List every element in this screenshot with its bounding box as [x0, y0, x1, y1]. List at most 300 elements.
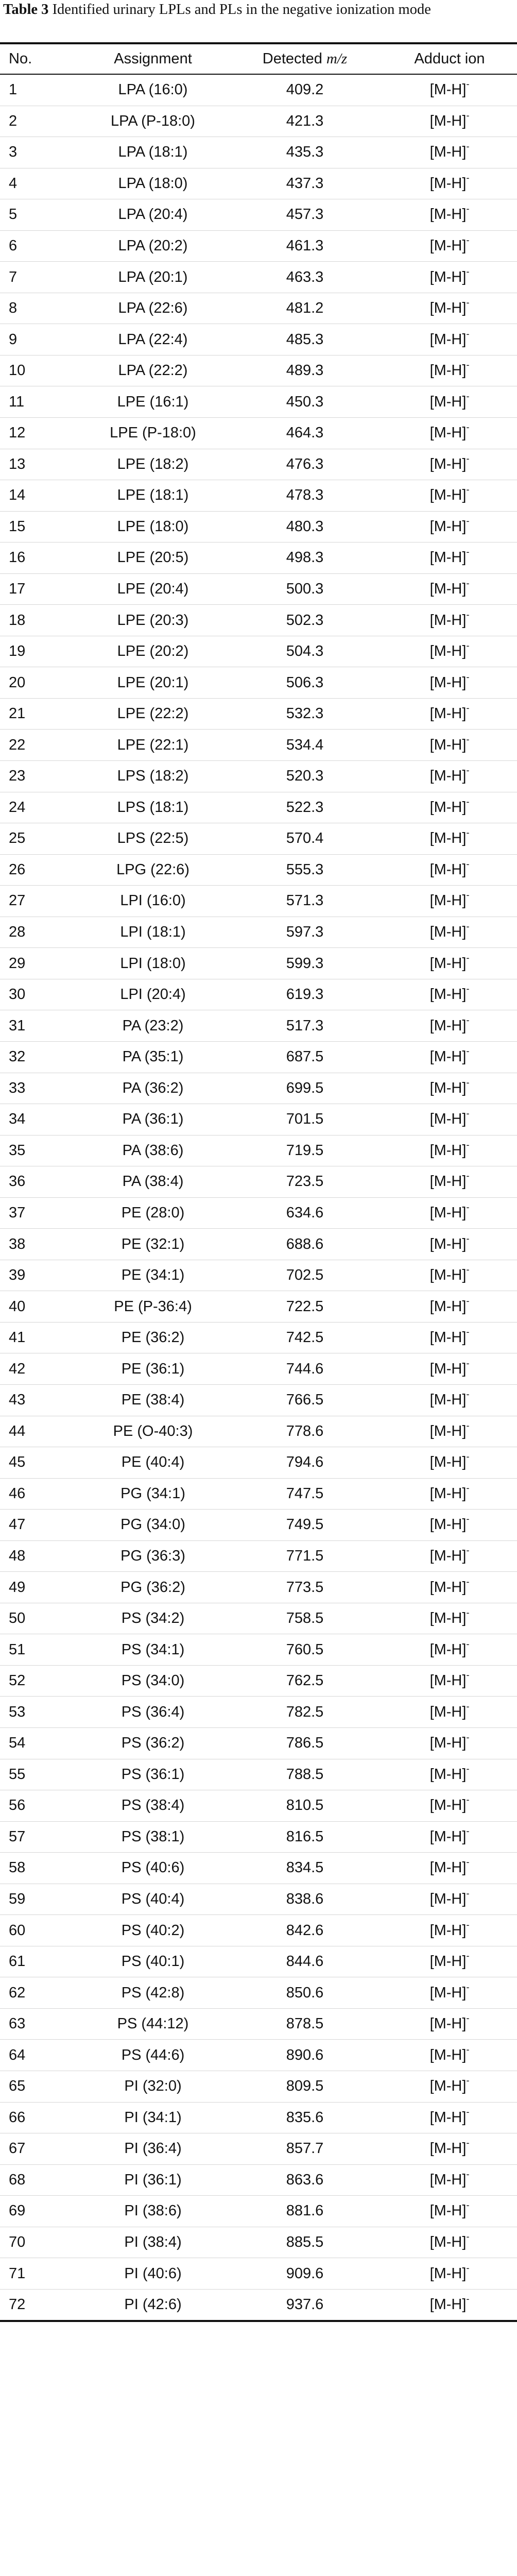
- cell-assignment: PS (42:8): [78, 1977, 228, 2009]
- cell-detected-mz: 437.3: [228, 168, 382, 199]
- cell-detected-mz: 719.5: [228, 1135, 382, 1166]
- cell-detected-mz: 881.6: [228, 2196, 382, 2227]
- cell-no: 69: [0, 2196, 78, 2227]
- table-caption-label: Table 3: [3, 2, 49, 18]
- adduct-charge: -: [466, 391, 470, 401]
- adduct-base: [M-H]: [429, 1984, 467, 2001]
- cell-adduct-ion: [382, 854, 517, 886]
- adduct-charge: -: [466, 484, 470, 495]
- table-row: [0, 1634, 517, 1666]
- cell-adduct-ion: [382, 2164, 517, 2196]
- cell-adduct-ion: [382, 168, 517, 199]
- cell-detected-mz: 517.3: [228, 1010, 382, 1042]
- cell-assignment: LPS (18:1): [78, 792, 228, 823]
- cell-adduct-ion: [382, 1447, 517, 1479]
- adduct-base: [M-H]: [429, 581, 467, 598]
- adduct-charge: -: [466, 2262, 470, 2273]
- adduct-base: [M-H]: [429, 2171, 467, 2188]
- cell-adduct-ion: [382, 1915, 517, 1946]
- table-row: [0, 74, 517, 106]
- cell-no: 62: [0, 1977, 78, 2009]
- cell-adduct-ion: [382, 917, 517, 948]
- cell-adduct-ion: [382, 1759, 517, 1790]
- cell-assignment: LPA (P-18:0): [78, 106, 228, 137]
- cell-detected-mz: 688.6: [228, 1229, 382, 1260]
- adduct-base: [M-H]: [429, 1672, 467, 1689]
- adduct-charge: -: [466, 578, 470, 589]
- cell-no: 8: [0, 293, 78, 324]
- cell-detected-mz: 599.3: [228, 948, 382, 979]
- cell-detected-mz: 909.6: [228, 2258, 382, 2290]
- adduct-base: [M-H]: [429, 425, 467, 442]
- cell-no: 70: [0, 2227, 78, 2258]
- cell-assignment: PE (28:0): [78, 1197, 228, 1229]
- adduct-charge: -: [466, 640, 470, 651]
- cell-assignment: PA (23:2): [78, 1010, 228, 1042]
- cell-no: 72: [9, 2296, 26, 2313]
- cell-assignment: LPI (16:0): [78, 886, 228, 917]
- cell-no: 61: [0, 1946, 78, 1977]
- adduct-base: [M-H]: [429, 768, 467, 785]
- table-row: [0, 2102, 517, 2133]
- adduct-charge: -: [466, 703, 470, 714]
- table-container: [0, 42, 517, 2322]
- cell-no: 38: [0, 1229, 78, 1260]
- cell-assignment: PE (O-40:3): [78, 1416, 228, 1447]
- cell-detected-mz: 489.3: [228, 355, 382, 386]
- cell-detected-mz: 749.5: [228, 1510, 382, 1541]
- table-row: [0, 636, 517, 667]
- cell-detected-mz: 421.3: [228, 106, 382, 137]
- cell-no: 35: [0, 1135, 78, 1166]
- cell-assignment: PS (36:2): [78, 1727, 228, 1759]
- adduct-base: [M-H]: [429, 455, 467, 472]
- table-row: [0, 730, 517, 761]
- adduct-charge: -: [466, 235, 470, 245]
- adduct-charge: -: [466, 1171, 470, 1181]
- cell-assignment: PI (42:6): [124, 2296, 182, 2313]
- cell-adduct-ion: [382, 449, 517, 480]
- cell-adduct-ion: [382, 2289, 517, 2321]
- cell-no: 51: [0, 1634, 78, 1666]
- cell-adduct-ion: [382, 979, 517, 1010]
- cell-no: 43: [0, 1384, 78, 1416]
- cell-adduct-ion: [382, 1041, 517, 1073]
- table-row: [0, 854, 517, 886]
- adduct-charge: -: [466, 360, 470, 370]
- cell-assignment: PE (40:4): [78, 1447, 228, 1479]
- table-row: [0, 2008, 517, 2040]
- adduct-charge: -: [466, 1670, 470, 1681]
- cell-detected-mz: 773.5: [228, 1572, 382, 1603]
- cell-assignment: LPA (20:2): [78, 230, 228, 262]
- adduct-base: [M-H]: [429, 331, 467, 348]
- cell-assignment: LPE (22:2): [78, 698, 228, 730]
- cell-assignment: PA (36:2): [78, 1073, 228, 1104]
- cell-detected-mz: 476.3: [228, 449, 382, 480]
- cell-adduct-ion: [382, 1104, 517, 1136]
- cell-no: 27: [0, 886, 78, 917]
- table-row: [0, 1166, 517, 1198]
- table-row: [0, 1197, 517, 1229]
- cell-adduct-ion: [382, 74, 517, 106]
- cell-adduct-ion: [382, 792, 517, 823]
- adduct-charge: -: [466, 2106, 470, 2117]
- table-row: [0, 168, 517, 199]
- table-row: [0, 1572, 517, 1603]
- table-row: [0, 1946, 517, 1977]
- adduct-charge: -: [466, 1046, 470, 1057]
- cell-assignment: PE (P-36:4): [78, 1291, 228, 1323]
- cell-no: 46: [0, 1478, 78, 1510]
- cell-adduct-ion: [382, 573, 517, 605]
- adduct-charge: -: [466, 1763, 470, 1774]
- cell-assignment: PS (40:6): [78, 1853, 228, 1884]
- cell-no: 1: [0, 74, 78, 106]
- adduct-charge: -: [466, 1576, 470, 1587]
- cell-assignment: PI (38:6): [78, 2196, 228, 2227]
- table-row: [0, 2040, 517, 2071]
- adduct-base: [M-H]: [429, 518, 467, 535]
- cell-no: 11: [0, 386, 78, 418]
- cell-assignment: PG (36:2): [78, 1572, 228, 1603]
- table-row: [0, 386, 517, 418]
- cell-no: 55: [0, 1759, 78, 1790]
- adduct-charge: -: [466, 671, 470, 682]
- cell-detected-mz: 816.5: [228, 1821, 382, 1853]
- cell-assignment: LPA (22:6): [78, 293, 228, 324]
- cell-detected-mz: 463.3: [228, 262, 382, 293]
- cell-adduct-ion: [382, 698, 517, 730]
- adduct-base: [M-H]: [429, 1610, 467, 1627]
- table-row: [0, 1727, 517, 1759]
- cell-detected-mz: 809.5: [228, 2071, 382, 2103]
- table-caption: [3, 1, 513, 18]
- table-row: [0, 1384, 517, 1416]
- cell-assignment: LPE (18:0): [78, 511, 228, 543]
- adduct-base: [M-H]: [429, 1173, 467, 1190]
- cell-adduct-ion: [382, 948, 517, 979]
- table-row: [0, 1603, 517, 1634]
- column-header-no: No.: [0, 43, 78, 74]
- adduct-base: [M-H]: [429, 2234, 467, 2250]
- table-row: [0, 543, 517, 574]
- table-row: [0, 1447, 517, 1479]
- table-row: [0, 1884, 517, 1915]
- cell-detected-mz: 742.5: [228, 1322, 382, 1353]
- adduct-base: [M-H]: [429, 924, 467, 941]
- adduct-charge: -: [466, 1108, 470, 1119]
- adduct-base: [M-H]: [429, 1111, 467, 1128]
- adduct-base: [M-H]: [429, 1890, 467, 1907]
- cell-adduct-ion: [382, 2071, 517, 2103]
- cell-adduct-ion: [382, 1353, 517, 1385]
- adduct-base: [M-H]: [429, 1235, 467, 1252]
- cell-no: 48: [0, 1540, 78, 1572]
- cell-assignment: LPE (22:1): [78, 730, 228, 761]
- table-body: [0, 74, 517, 2321]
- cell-adduct-ion: [382, 1384, 517, 1416]
- column-header-detected-unit: m/z: [326, 50, 348, 67]
- adduct-base: [M-H]: [429, 799, 467, 816]
- adduct-base: [M-H]: [429, 705, 467, 722]
- cell-adduct-ion: [382, 355, 517, 386]
- cell-assignment: PI (36:1): [78, 2164, 228, 2196]
- cell-no: 68: [0, 2164, 78, 2196]
- cell-adduct-ion: [382, 511, 517, 543]
- adduct-charge: -: [466, 2200, 470, 2211]
- cell-assignment: LPE (20:4): [78, 573, 228, 605]
- adduct-base: [M-H]: [429, 144, 467, 161]
- cell-detected-mz: 687.5: [228, 1041, 382, 1073]
- cell-detected-mz: 878.5: [228, 2008, 382, 2040]
- table-row: [0, 1853, 517, 1884]
- cell-adduct-ion: [382, 1197, 517, 1229]
- cell-detected-mz: 834.5: [228, 1853, 382, 1884]
- adduct-charge: -: [466, 172, 470, 183]
- cell-no: 9: [0, 324, 78, 355]
- cell-detected-mz: 502.3: [228, 605, 382, 636]
- cell-assignment: LPE (20:1): [78, 667, 228, 699]
- adduct-charge: -: [466, 2013, 470, 2024]
- cell-no: 49: [0, 1572, 78, 1603]
- table-row: [0, 137, 517, 168]
- adduct-charge: -: [466, 1825, 470, 1836]
- cell-no: 20: [0, 667, 78, 699]
- adduct-charge: -: [466, 984, 470, 994]
- cell-no: 41: [0, 1322, 78, 1353]
- cell-adduct-ion: [382, 137, 517, 168]
- cell-assignment: LPA (16:0): [78, 74, 228, 106]
- table-row: [0, 1759, 517, 1790]
- data-table: [0, 42, 517, 2322]
- cell-no: 40: [0, 1291, 78, 1323]
- cell-adduct-ion: [382, 106, 517, 137]
- cell-detected-mz: 485.3: [228, 324, 382, 355]
- cell-adduct-ion: [382, 293, 517, 324]
- adduct-base: [M-H]: [429, 1735, 467, 1752]
- cell-no: 47: [0, 1510, 78, 1541]
- adduct-charge: -: [466, 453, 470, 464]
- cell-adduct-ion: [382, 2227, 517, 2258]
- cell-no: 23: [0, 761, 78, 792]
- adduct-base: [M-H]: [429, 1204, 467, 1221]
- cell-detected-mz: 555.3: [228, 854, 382, 886]
- adduct-charge: -: [466, 1139, 470, 1150]
- cell-detected-mz: 838.6: [228, 1884, 382, 1915]
- adduct-charge: -: [466, 1077, 470, 1088]
- adduct-base: [M-H]: [429, 206, 467, 223]
- adduct-base: [M-H]: [429, 643, 467, 660]
- cell-detected-mz: 863.6: [228, 2164, 382, 2196]
- cell-adduct-ion: [382, 1790, 517, 1822]
- cell-adduct-ion: [382, 1821, 517, 1853]
- adduct-base: [M-H]: [429, 487, 467, 504]
- cell-no: 37: [0, 1197, 78, 1229]
- adduct-base: [M-H]: [429, 549, 467, 566]
- adduct-base: [M-H]: [429, 2140, 467, 2157]
- cell-adduct-ion: [382, 2040, 517, 2071]
- adduct-base: [M-H]: [429, 1516, 467, 1533]
- cell-assignment: LPA (20:1): [78, 262, 228, 293]
- adduct-base: [M-H]: [429, 1641, 467, 1658]
- cell-adduct-ion: [382, 262, 517, 293]
- cell-detected-mz: 722.5: [228, 1291, 382, 1323]
- cell-no: 53: [0, 1697, 78, 1728]
- adduct-charge: -: [466, 609, 470, 620]
- cell-assignment: LPI (20:4): [78, 979, 228, 1010]
- table-row: [0, 480, 517, 512]
- cell-assignment: LPE (20:2): [78, 636, 228, 667]
- cell-no: 39: [0, 1260, 78, 1291]
- adduct-base: [M-H]: [429, 1048, 467, 1065]
- table-row: [0, 1229, 517, 1260]
- adduct-charge: -: [466, 328, 470, 339]
- cell-adduct-ion: [382, 199, 517, 231]
- adduct-base: [M-H]: [429, 2015, 467, 2032]
- table-row: [0, 792, 517, 823]
- cell-adduct-ion: [382, 667, 517, 699]
- cell-detected-mz: 762.5: [228, 1665, 382, 1697]
- table-row: [0, 917, 517, 948]
- adduct-charge: -: [466, 204, 470, 214]
- adduct-base: [M-H]: [429, 955, 467, 972]
- cell-detected-mz: 778.6: [228, 1416, 382, 1447]
- cell-no: 58: [0, 1853, 78, 1884]
- cell-adduct-ion: [382, 1853, 517, 1884]
- cell-no: 64: [0, 2040, 78, 2071]
- adduct-base: [M-H]: [429, 1298, 467, 1315]
- cell-detected-mz: 634.6: [228, 1197, 382, 1229]
- cell-adduct-ion: [382, 2133, 517, 2165]
- adduct-charge: -: [466, 1857, 470, 1868]
- adduct-charge: -: [466, 1358, 470, 1368]
- table-row: [0, 1478, 517, 1510]
- table-row: [0, 1821, 517, 1853]
- cell-assignment: PG (36:3): [78, 1540, 228, 1572]
- cell-assignment: PS (34:2): [78, 1603, 228, 1634]
- adduct-base: [M-H]: [429, 112, 467, 129]
- adduct-charge: -: [466, 796, 470, 807]
- adduct-charge: -: [466, 1732, 470, 1743]
- cell-detected-mz: 480.3: [228, 511, 382, 543]
- cell-adduct-ion: [382, 1260, 517, 1291]
- adduct-charge: -: [466, 110, 470, 121]
- cell-adduct-ion: [382, 1665, 517, 1697]
- adduct-charge: -: [466, 1794, 470, 1805]
- adduct-base: [M-H]: [429, 393, 467, 410]
- cell-detected-mz: 534.4: [228, 730, 382, 761]
- adduct-base: [M-H]: [429, 1766, 467, 1783]
- cell-no: 67: [0, 2133, 78, 2165]
- cell-detected-mz: 461.3: [228, 230, 382, 262]
- cell-detected-mz: 571.3: [228, 886, 382, 917]
- table-row: [0, 1260, 517, 1291]
- cell-assignment: LPS (22:5): [78, 823, 228, 855]
- cell-detected-mz: 758.5: [228, 1603, 382, 1634]
- cell-assignment: PI (34:1): [78, 2102, 228, 2133]
- cell-detected-mz: 786.5: [228, 1727, 382, 1759]
- adduct-charge: -: [466, 2168, 470, 2179]
- cell-adduct-ion: [382, 1416, 517, 1447]
- table-row: [0, 573, 517, 605]
- cell-adduct-ion: [382, 2008, 517, 2040]
- cell-assignment: PI (32:0): [78, 2071, 228, 2103]
- adduct-charge: -: [466, 1514, 470, 1524]
- cell-adduct-ion: [382, 886, 517, 917]
- cell-assignment: LPG (22:6): [78, 854, 228, 886]
- adduct-base: [M-H]: [429, 2265, 467, 2282]
- cell-adduct-ion: [382, 2258, 517, 2290]
- table-row: [0, 2258, 517, 2290]
- cell-detected-mz: 506.3: [228, 667, 382, 699]
- cell-adduct-ion: [382, 1073, 517, 1104]
- cell-adduct-ion: [382, 730, 517, 761]
- cell-detected-mz: 723.5: [228, 1166, 382, 1198]
- cell-assignment: PG (34:1): [78, 1478, 228, 1510]
- cell-detected-mz: 766.5: [228, 1384, 382, 1416]
- cell-adduct-ion: [382, 605, 517, 636]
- adduct-charge: -: [466, 1201, 470, 1212]
- cell-assignment: PI (38:4): [78, 2227, 228, 2258]
- cell-no: 10: [0, 355, 78, 386]
- table-row: [0, 1353, 517, 1385]
- cell-detected-mz: 885.5: [228, 2227, 382, 2258]
- table-row: [0, 2071, 517, 2103]
- cell-detected-mz: 457.3: [228, 199, 382, 231]
- cell-adduct-ion: [382, 636, 517, 667]
- table-row: [0, 230, 517, 262]
- cell-detected-mz: 450.3: [228, 386, 382, 418]
- table-row: [0, 2227, 517, 2258]
- table-row: [0, 418, 517, 449]
- cell-no: 4: [0, 168, 78, 199]
- adduct-charge: -: [466, 2044, 470, 2055]
- adduct-charge: -: [466, 734, 470, 744]
- cell-adduct-ion: [382, 230, 517, 262]
- adduct-charge: -: [466, 422, 470, 433]
- cell-no: 54: [0, 1727, 78, 1759]
- cell-no: 44: [0, 1416, 78, 1447]
- table-row: [0, 1291, 517, 1323]
- adduct-base: [M-H]: [429, 175, 467, 192]
- adduct-base: [M-H]: [429, 674, 467, 691]
- cell-adduct-ion: [382, 1946, 517, 1977]
- adduct-base: [M-H]: [429, 1828, 467, 1845]
- adduct-base: [M-H]: [429, 1485, 467, 1502]
- cell-detected-mz: 619.3: [228, 979, 382, 1010]
- table-caption-text: Identified urinary LPLs and PLs in the negative ionization mode: [52, 2, 431, 18]
- adduct-charge: -: [466, 1701, 470, 1711]
- cell-detected-mz: 782.5: [228, 1697, 382, 1728]
- adduct-charge: -: [466, 547, 470, 557]
- cell-no: 7: [0, 262, 78, 293]
- cell-assignment: LPE (P-18:0): [78, 418, 228, 449]
- cell-no: 12: [0, 418, 78, 449]
- cell-detected-mz: 597.3: [228, 917, 382, 948]
- table-row: [0, 449, 517, 480]
- cell-assignment: PS (34:1): [78, 1634, 228, 1666]
- cell-adduct-ion: [382, 823, 517, 855]
- table-row: [0, 262, 517, 293]
- cell-no: 60: [0, 1915, 78, 1946]
- cell-adduct-ion: [382, 324, 517, 355]
- cell-no: 13: [0, 449, 78, 480]
- cell-adduct-ion: [382, 1540, 517, 1572]
- cell-detected-mz: 890.6: [228, 2040, 382, 2071]
- adduct-base: [M-H]: [429, 1079, 467, 1096]
- column-header-assignment: Assignment: [78, 43, 228, 74]
